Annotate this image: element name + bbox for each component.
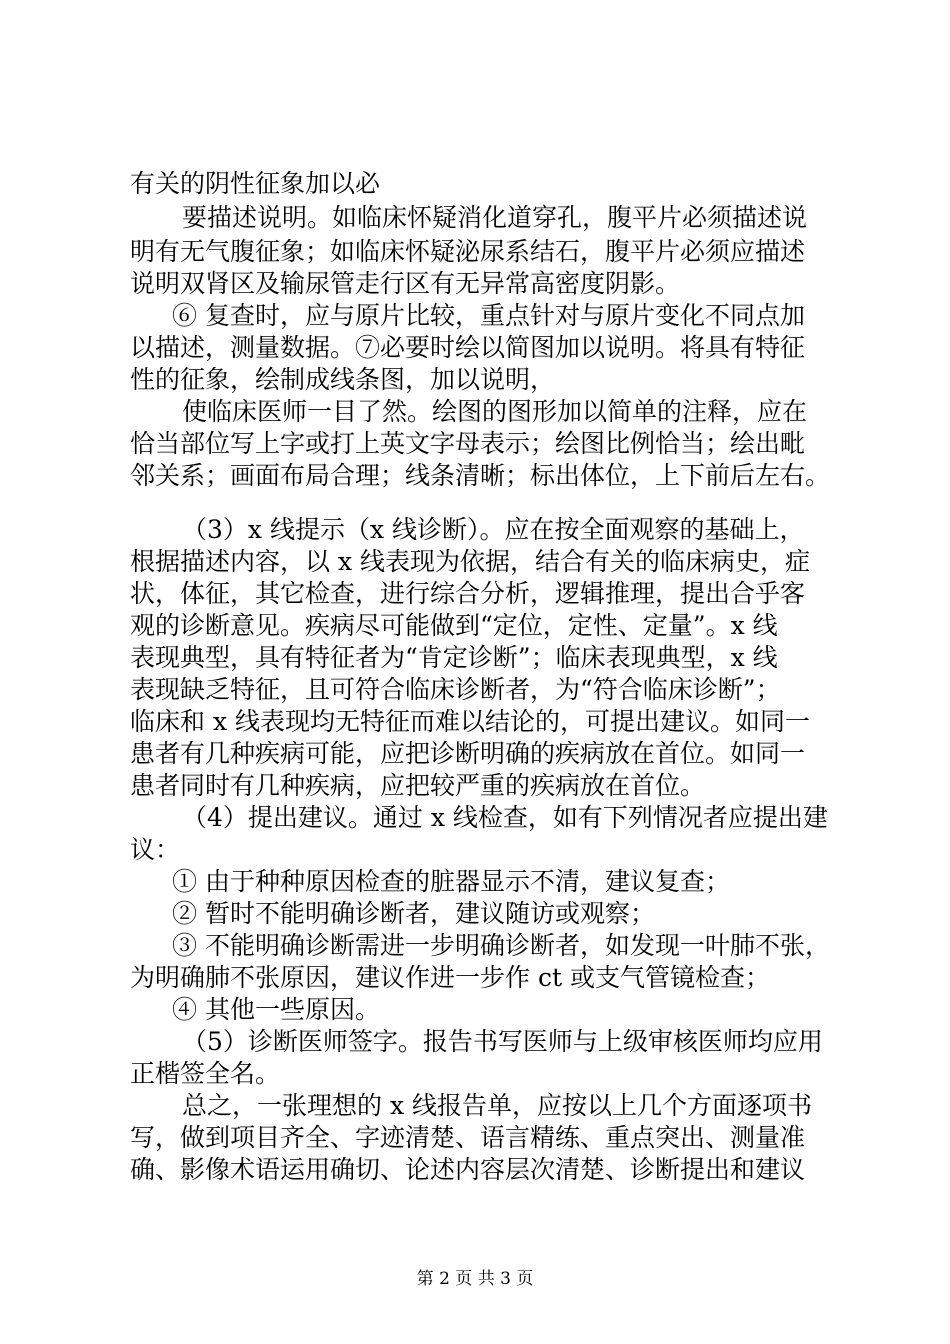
text-line: 临床和 x 线表现均无特征而难以结论的，可提出建议。如同一 [130, 707, 810, 736]
text-line: 以描述，测量数据。⑦必要时绘以简图加以说明。将具有特征 [130, 333, 806, 362]
text-line: 恰当部位写上字或打上英文字母表示；绘图比例恰当；绘出毗 [130, 429, 806, 458]
text-line: 表现典型，具有特征者为“肯定诊断”；临床表现典型，x 线 [130, 643, 778, 672]
text-line: ① 由于种种原因检查的脏器显示不清，建议复查； [172, 867, 730, 896]
text-line: 根据描述内容，以 x 线表现为依据，结合有关的临床病史，症 [130, 547, 810, 576]
text-line: 表现缺乏特征，且可符合临床诊断者，为“符合临床诊断”； [130, 675, 781, 704]
text-line: 患者有几种疾病可能，应把诊断明确的疾病放在首位。如同一 [130, 739, 806, 768]
text-line: （5）诊断医师签字。报告书写医师与上级审核医师均应用 [182, 1027, 823, 1056]
text-line: （4）提出建议。通过 x 线检查，如有下列情况者应提出建 [182, 803, 828, 832]
page-number-footer: 第 2 页 共 3 页 [416, 1269, 534, 1289]
text-line: 性的征象，绘制成线条图，加以说明， [130, 365, 556, 394]
text-line: 有关的阴性征象加以必 [130, 169, 381, 198]
text-line: 状，体征，其它检查，进行综合分析，逻辑推理，提出合乎客 [130, 579, 806, 608]
text-line: 写，做到项目齐全、字迹清楚、语言精练、重点突出、测量准 [130, 1123, 806, 1152]
text-line: （3）x 线提示（x 线诊断）。应在按全面观察的基础上， [182, 515, 805, 544]
text-line: ② 暂时不能明确诊断者，建议随访或观察； [172, 899, 655, 928]
text-line: ④ 其他一些原因。 [172, 995, 380, 1024]
text-line: 要描述说明。如临床怀疑消化道穿孔，腹平片必须描述说 [182, 203, 808, 232]
text-line: 确、影像术语运用确切、论述内容层次清楚、诊断提出和建议 [130, 1155, 806, 1184]
text-line: 正楷签全名。 [130, 1059, 281, 1088]
text-line: 为明确肺不张原因，建议作进一步作 ct 或支气管镜检查； [130, 963, 770, 992]
text-line: 邻关系；画面布局合理；线条清晰；标出体位，上下前后左右。 [130, 461, 831, 490]
text-line: 患者同时有几种疾病，应把较严重的疾病放在首位。 [130, 771, 706, 800]
text-line: 观的诊断意见。疾病尽可能做到“定位，定性、定量”。x 线 [130, 611, 778, 640]
text-line: 明有无气腹征象；如临床怀疑泌尿系结石，腹平片必须应描述 [130, 237, 806, 266]
text-line: ③ 不能明确诊断需进一步明确诊断者，如发现一叶肺不张， [172, 931, 830, 960]
text-line: ⑥ 复查时，应与原片比较，重点针对与原片变化不同点加 [172, 301, 805, 330]
text-line: 使临床医师一目了然。绘图的图形加以简单的注释，应在 [182, 397, 808, 426]
text-line: 总之，一张理想的 x 线报告单，应按以上几个方面逐项书 [182, 1091, 812, 1120]
text-line: 议： [130, 835, 181, 864]
text-line: 说明双肾区及输尿管走行区有无异常高密度阴影。 [130, 269, 681, 298]
